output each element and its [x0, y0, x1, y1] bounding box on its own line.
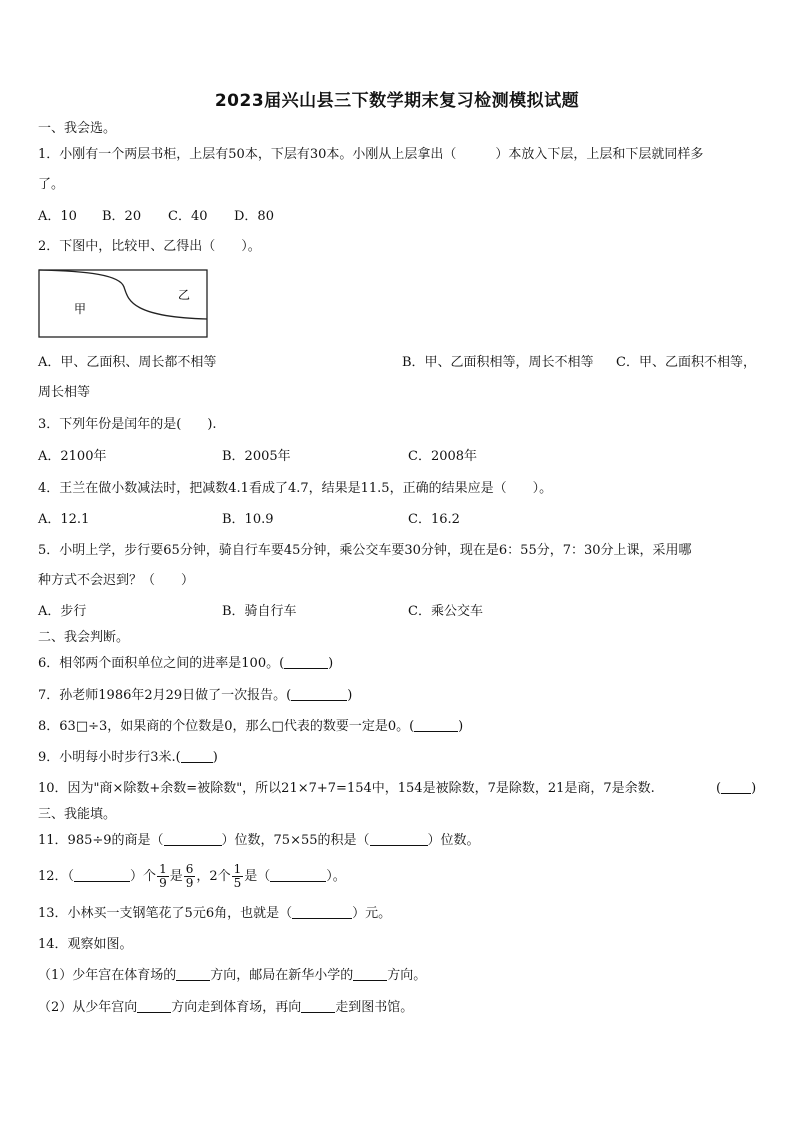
question-7-text: 7．孙老师1986年2月29日做了一次报告。(: [38, 688, 292, 703]
question-4-option-b[interactable]: B．10.9: [222, 512, 274, 527]
question-13-text-1: 13．小林买一支钢笔花了5元6角，也就是（: [38, 906, 293, 921]
question-6-answer-blank[interactable]: [284, 655, 328, 669]
question-5-text-cont: 种方式不会迟到？（ ）: [38, 573, 195, 588]
question-14-2-text-c: 走到图书馆。: [335, 1000, 414, 1015]
question-4-text: 4．王兰在做小数减法时，把减数4.1看成了4.7，结果是11.5，正确的结果应是（ ）。: [38, 481, 553, 496]
fraction-one-fifth: $\frac{1}{5}$: [233, 862, 242, 890]
question-14-2-text-a: （2）从少年宫向: [38, 1000, 138, 1015]
question-14-1-text-a: （1）少年宫在体育场的: [38, 968, 177, 983]
question-10-close: ): [751, 781, 757, 796]
question-14-1-blank-1[interactable]: [176, 967, 210, 981]
question-2-text: 2．下图中，比较甲、乙得出（ ）。: [38, 239, 261, 254]
question-1-option-a[interactable]: A．10: [38, 209, 77, 224]
question-4-option-c[interactable]: C．16.2: [408, 512, 460, 527]
question-1-text: 1．小刚有一个两层书柜，上层有50本，下层有30本。小刚从上层拿出（ ）本放入下层，上层和下层就同样多: [38, 147, 704, 162]
question-14-2-text-b: 方向走到体育场，再向: [171, 1000, 302, 1015]
question-12-blank-2[interactable]: [270, 868, 326, 882]
figure-label-yi: 乙: [178, 288, 191, 302]
question-10-answer-blank[interactable]: [721, 780, 751, 794]
question-12-text-4: ，2个: [196, 869, 231, 884]
question-3-option-a[interactable]: A．2100年: [38, 449, 107, 464]
question-12-text-5: 是（: [244, 869, 271, 884]
question-6: [38, 655, 333, 673]
question-1-option-b[interactable]: B．20: [102, 209, 142, 224]
question-1-option-d[interactable]: D．80: [234, 209, 274, 224]
question-14-part-2: [38, 999, 413, 1017]
question-11-text-3: ）位数。: [427, 833, 480, 848]
question-12-text-1: 12．（: [38, 869, 75, 884]
question-3-option-b[interactable]: B．2005年: [222, 449, 291, 464]
question-2-option-a[interactable]: A．甲、乙面积、周长都不相等: [38, 355, 217, 370]
question-2-figure: [38, 269, 210, 339]
fraction-one-ninth: $\frac{1}{9}$: [159, 862, 167, 890]
question-12-text-3: 是: [169, 869, 183, 884]
question-14-1-blank-2[interactable]: [353, 967, 387, 981]
question-7-close: ): [347, 688, 353, 703]
question-14-2-blank-1[interactable]: [137, 999, 171, 1013]
question-7-answer-blank[interactable]: [291, 687, 347, 701]
question-8-answer-blank[interactable]: [414, 718, 458, 732]
question-10-answer: [716, 780, 756, 798]
section-3-heading: 三、我能填。: [38, 807, 117, 822]
question-14-2-blank-2[interactable]: [301, 999, 335, 1013]
question-12: [38, 862, 346, 892]
question-9: [38, 749, 218, 767]
question-8: [38, 718, 463, 736]
question-5-option-a[interactable]: A．步行: [38, 604, 87, 619]
question-14-part-1: [38, 967, 426, 985]
fraction-six-ninths: $\frac{6}{9}$: [185, 862, 194, 890]
question-13-blank[interactable]: [292, 905, 352, 919]
question-12-blank-1[interactable]: [74, 868, 130, 882]
question-2-option-c[interactable]: C．甲、乙面积不相等，: [616, 355, 756, 370]
question-3-text: 3．下列年份是闰年的是( ).: [38, 417, 217, 432]
question-11-blank-2[interactable]: [370, 832, 428, 846]
question-13-text-2: ）元。: [352, 906, 392, 921]
question-11-blank-1[interactable]: [164, 832, 222, 846]
figure-label-jia: 甲: [74, 302, 87, 316]
question-1-option-c[interactable]: C．40: [168, 209, 208, 224]
question-8-close: ): [458, 719, 464, 734]
question-10-open: (: [716, 781, 722, 796]
question-11-text-1: 11．985÷9的商是（: [38, 833, 164, 848]
question-2-option-c-cont: 周长相等: [38, 385, 91, 400]
question-4-option-a[interactable]: A．12.1: [38, 512, 90, 527]
question-14-1-text-c: 方向。: [387, 968, 427, 983]
page-title: 2023届兴山县三下数学期末复习检测模拟试题: [214, 91, 580, 111]
question-6-close: ): [328, 656, 334, 671]
question-2-option-b[interactable]: B．甲、乙面积相等，周长不相等: [402, 355, 594, 370]
question-8-text: 8．63□÷3，如果商的个位数是0，那么□代表的数要一定是0。(: [38, 719, 415, 734]
section-1-heading: 一、我会选。: [38, 121, 117, 136]
question-5-option-c[interactable]: C．乘公交车: [408, 604, 483, 619]
question-9-close: ): [212, 750, 218, 765]
question-1-text-cont: 了。: [38, 177, 65, 192]
question-13: [38, 905, 391, 923]
question-11-text-2: ）位数，75×55的积是（: [221, 833, 370, 848]
question-11: [38, 832, 480, 850]
question-5-text: 5．小明上学，步行要65分钟，骑自行车要45分钟，乘公交车要30分钟，现在是6：55分，7：30分上课，采用哪: [38, 543, 692, 558]
question-14-text: 14．观察如图。: [38, 937, 133, 952]
question-7: [38, 687, 352, 705]
question-12-text-2: ）个: [130, 869, 157, 884]
question-5-option-b[interactable]: B．骑自行车: [222, 604, 297, 619]
question-9-text: 9．小明每小时步行3米.(: [38, 750, 181, 765]
question-10-text: 10．因为"商×除数+余数=被除数"，所以21×7+7=154中，154是被除数，7是除数，21是商，7是余数.: [38, 781, 655, 796]
figure-border: [39, 270, 207, 337]
question-6-text: 6．相邻两个面积单位之间的进率是100。(: [38, 656, 285, 671]
question-3-option-c[interactable]: C．2008年: [408, 449, 478, 464]
question-9-answer-blank[interactable]: [181, 749, 213, 763]
question-12-text-6: ）。: [326, 869, 346, 884]
question-14-1-text-b: 方向，邮局在新华小学的: [210, 968, 354, 983]
section-2-heading: 二、我会判断。: [38, 630, 130, 645]
